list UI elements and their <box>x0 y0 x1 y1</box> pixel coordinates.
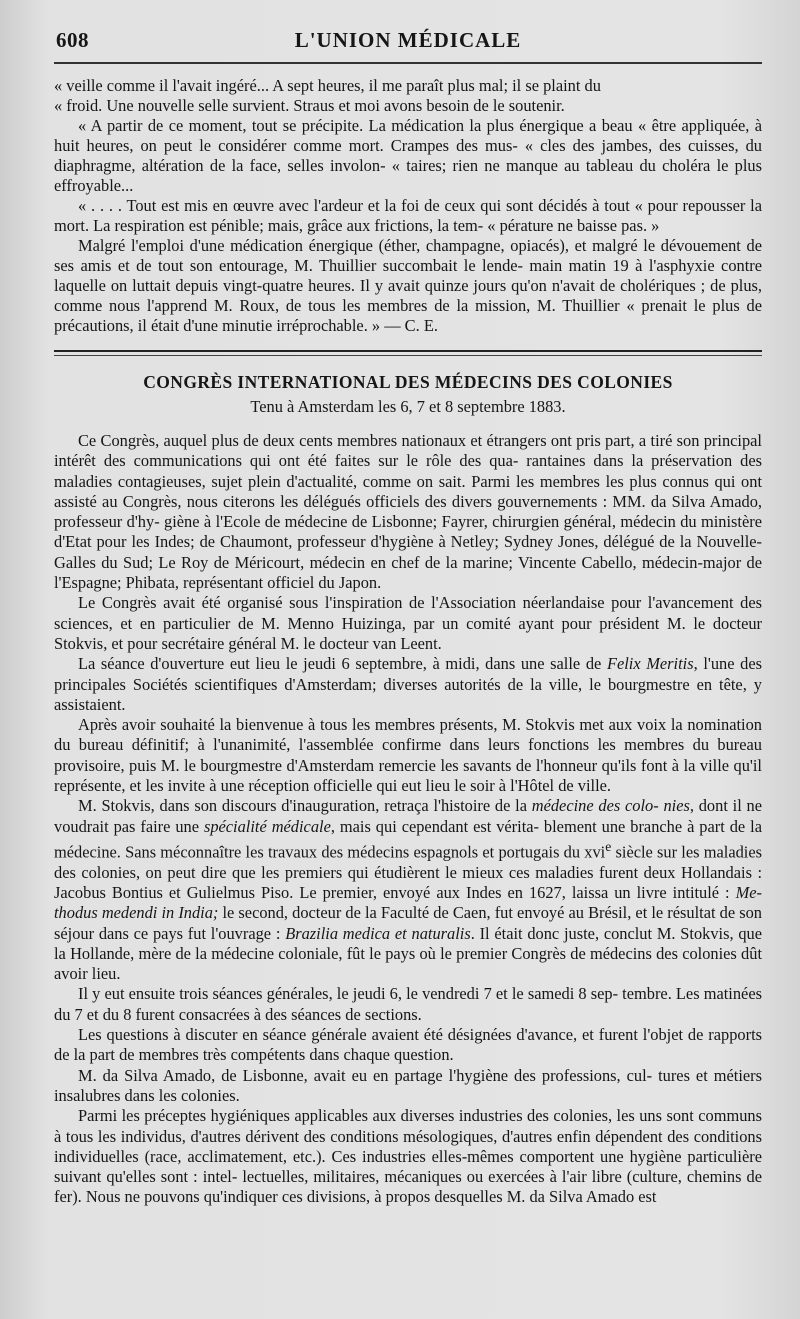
text-run: , dont il ne voudrait pas faire une <box>54 796 762 836</box>
closing-paragraph: Malgré l'emploi d'une médication énergique (éther, champagne, opiacés), et malgré le dévouement de ses amis et de tout son entourage, M. Thuillier succombait le lende- main matin 19 à l'asphyxie contre laquelle on luttait depuis vingt-quatre heures. Il y avait quinze jours qu'on n'avait de cholériques ; de plus, comme nous l'apprend M. Roux, de tous les membres de la mission, M. Thuillier « prenait le plus de précautions, il était d'une minutie irréprochable. » — C. E. <box>54 236 762 335</box>
italic-run: médecine des colo- nies <box>531 796 690 816</box>
quote-paragraph: « . . . . Tout est mis en œuvre avec l'ardeur et la foi de ceux qui sont décidés à tout « pour repousser la mort. La respiration est pénible; mais, grâce aux frictions, la tem- « pérature ne baisse pas. » <box>54 196 762 235</box>
text-run: La séance d'ouverture eut lieu le jeudi 6 septembre, à midi, dans une salle de <box>78 654 607 674</box>
italic-run: Me- thodus medendi in India; <box>54 883 762 923</box>
italic-run: Felix Meritis <box>606 654 694 674</box>
running-head <box>54 22 762 62</box>
article-title: CONGRÈS INTERNATIONAL DES MÉDECINS DES COLONIES <box>143 372 673 392</box>
header-rule <box>54 62 762 64</box>
italic-run: spécialité médicale <box>203 816 331 836</box>
paragraph: Parmi les préceptes hygiéniques applicables aux diverses industries des colonies, les uns sont communs à tous les individus, d'autres dérivent des conditions mésologiques, d'autres enfin dépendent des conditions individuelles (race, acclimatement, etc.). Ces industries elles-mêmes comportent une hygiène particulière suivant qu'elles sont : intel- lectuelles, militaires, mécaniques ou exercées à l'air libre (culture, chemins de fer). Nous ne pouvons qu'indiquer ces divisions, à propos desquelles M. da Silva Amado est <box>54 1106 762 1207</box>
quote-paragraph: « A partir de ce moment, tout se précipite. La médication la plus énergique a beau « être appliquée, à huit heures, on peut le considérer comme mort. Crampes des mus- « cles des jambes, des cuisses, du diaphragme, altération de la face, selles involon- « taires; rien ne manque au tableau du choléra le plus effroyable... <box>54 116 762 195</box>
paragraph: Après avoir souhaité la bienvenue à tous les membres présents, M. Stokvis met aux voix la nomination du bureau définitif; à l'unanimité, l'assemblée confirme dans leurs fonctions les membres du bureau provisoire, puis M. le bourgmestre d'Amsterdam remercie les savants de l'honneur qu'ils font à la ville qu'il représente, et les invite à une réception officielle qui eut lieu le soir à l'Hôtel de ville. <box>54 715 762 796</box>
journal-title: L'UNION MÉDICALE <box>294 28 522 52</box>
quote-line: « froid. Une nouvelle selle survient. Straus et moi avons besoin de le soutenir. <box>54 96 565 115</box>
page-number: 608 <box>56 28 89 52</box>
paragraph: Ce Congrès, auquel plus de deux cents membres nationaux et étrangers ont pris part, a tiré son principal intérêt des communications qui ont été faites sur le rôle des qua- rantaines dans la préservation des maladies contagieuses, sujet plein d'actualité, comme on sait. Parmi les membres les plus connus qui ont assisté au Congrès, nous citerons les délégués officiels des divers gouvernements : MM. da Silva Amado, professeur d'hy- giène à l'Ecole de médecine de Lisbonne; Fayrer, chirurgien général, médecin du ministère d'Etat pour les Indes; de Chaumont, professeur d'hygiène à Netley; Sydney Jones, délégué de la Nouvelle-Galles du Sud; Le Roy de Méricourt, médecin en chef de la marine; Vincente Cabello, médecin-major de l'Espagne; Phibata, représentant officiel du Japon. <box>54 431 762 593</box>
article-subtitle: Tenu à Amsterdam les 6, 7 et 8 septembre 1883. <box>250 397 566 416</box>
text-run: , mais qui cependant est vérita- blement une branche à part de la médecine. Sans méconnaître les travaux des médecins espagnols et portugais du xvi <box>54 816 762 862</box>
paragraph <box>54 654 762 715</box>
text-run: , l'une des principales Sociétés scientifiques d'Amsterdam; diverses autorités de la ville, le bourgmestre en tête, y assistaient. <box>54 654 762 714</box>
paragraph <box>54 796 762 984</box>
paragraph: Les questions à discuter en séance générale avaient été désignées d'avance, et furent l'objet de rapports de la part de membres très compétents dans chaque question. <box>54 1025 762 1065</box>
superscript: e <box>605 838 612 854</box>
paragraph: M. da Silva Amado, de Lisbonne, avait eu en partage l'hygiène des professions, cul- tures et métiers insalubres dans les colonies. <box>54 1065 762 1105</box>
italic-run: Brazilia medica et naturalis <box>285 923 471 943</box>
paragraph: Il y eut ensuite trois séances générales, le jeudi 6, le vendredi 7 et le samedi 8 sep- tembre. Les matinées du 7 et du 8 furent consacrées à des séances de sections. <box>54 984 762 1024</box>
article-body <box>54 431 762 1208</box>
text-run: . Il était donc juste, conclut M. Stokvis, que la Hollande, mère de la médecine coloniale, fût le pays où le premier Congrès de médecins des colonies dût avoir lieu. <box>54 923 763 984</box>
previous-article-ending <box>54 76 762 336</box>
text-run: le second, docteur de la Faculté de Caen, fut envoyé au Brésil, et le résultat de son séjour dans ce pays fut l'ouvrage : <box>54 903 762 943</box>
text-run: M. Stokvis, dans son discours d'inauguration, retraça l'histoire de la <box>78 796 532 816</box>
paragraph: Le Congrès avait été organisé sous l'inspiration de l'Association néerlandaise pour l'avancement des sciences, et en particulier de M. Menno Huizinga, par un comité ayant pour président M. le docteur Stokvis, et pour secrétaire général M. le docteur van Leent. <box>54 593 762 653</box>
text-run: siècle sur les maladies des colonies, on peut dire que les premiers qui étudièrent le mieux ces maladies furent deux Hollandais : Jacobus Bontius et Gulielmus Piso. Le premier, envoyé aux Indes en 1627, laissa un livre intitulé : <box>54 842 762 902</box>
quote-line: « veille comme il l'avait ingéré... A sept heures, il me paraît plus mal; il se plaint du <box>54 76 601 95</box>
section-divider <box>54 350 762 356</box>
